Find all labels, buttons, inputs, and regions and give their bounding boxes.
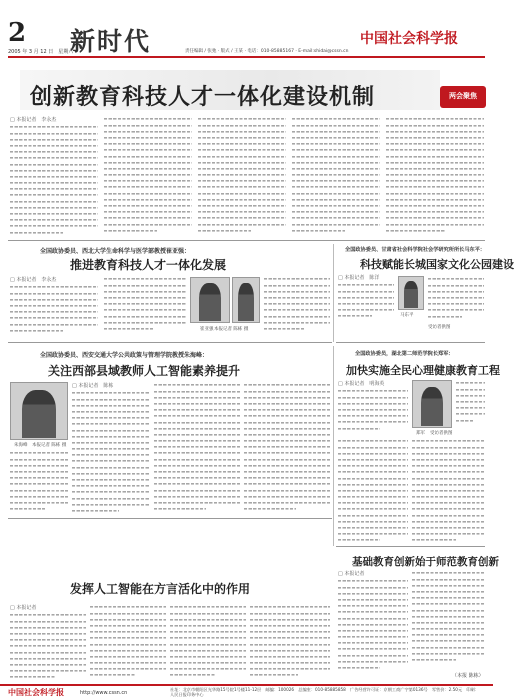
divider [336,342,485,343]
article-a-photo [190,277,230,323]
article-a-body-col1 [10,284,98,336]
footer-url[interactable]: http://www.cssn.cn [80,690,128,696]
divider [8,240,485,241]
lead-title: 创新教育科技人才一体化建设机制 [30,85,376,110]
masthead-logo: 中国社会科学报 [360,31,458,47]
issue-date: 2005 年 3 月 12 日 星期六 [8,49,74,55]
article-f-body-col2 [90,604,166,680]
article-c-caption: 朱海峰 [14,443,28,448]
article-a-credit: 本报记者 陈栋 摄 [214,327,249,332]
header-rule [8,56,485,58]
lead-body-col3 [198,116,286,236]
article-c-overline: 全国政协委员、西安交通大学公共政策与管理学院教授朱海峰： [40,352,209,359]
article-e-body-col2 [412,570,485,666]
footer-info: 社址：北京市朝阳区光华路15号院1号楼11-12层 邮编：100026 总编室：010-85885858 广告经营许可证：京朝工商广字第0136号 零售价：2.50元 印刷：人民日报印务中心 [170,687,479,697]
article-b-credit: 受访者供图 [428,325,451,330]
page-number: 2 [8,18,27,48]
article-d-body-col4 [412,438,485,542]
section-title: 新时代 [70,27,152,56]
article-c-body-col2 [154,382,240,514]
article-c-body-col1 [72,390,150,514]
editor-contact: 责任编辑 / 张弛 · 版式 / 王某 · 电话：010-85885167 · E-mail:shidai@cssn.cn [185,49,349,54]
article-c-credit: 本报记者 陈栋 摄 [32,443,67,448]
article-a-byline: □ 本报记者 李永杰 [10,277,57,283]
article-a-title: 推进教育科技人才一体化发展 [70,258,227,272]
article-d-title: 加快实施全民心理健康教育工程 [346,364,500,377]
lead-badge: 两会聚焦 [440,86,486,108]
article-e-title: 基础教育创新始于师范教育创新 [352,556,499,568]
divider [8,518,332,519]
article-d-credit: 受访者供图 [430,431,453,436]
lead-body-col4 [292,116,380,236]
article-b-title: 科技赋能长城国家文化公园建设 [360,258,514,271]
article-c-title: 关注西部县域教师人工智能素养提升 [48,364,241,378]
article-f-title: 发挥人工智能在方言活化中的作用 [70,582,251,596]
article-c-photo [10,382,68,440]
article-b-byline: □ 本报记者 陈洋 [338,275,380,281]
article-d-body-col3 [338,438,408,542]
footer-logo: 中国社会科学报 [8,687,64,697]
lead-byline: □ 本报记者 李永杰 [10,117,57,123]
article-b-body-col1 [338,282,394,322]
article-d-byline: □ 本报记者 明海英 [338,381,385,387]
article-f-body-col3 [170,604,246,680]
lead-body-col5 [386,116,484,236]
article-f-body-col4 [250,604,330,680]
article-a-body-col3 [264,276,330,336]
lead-body-col2 [104,116,192,236]
article-e-signoff: （本报 陈栋） [452,673,484,679]
article-c-body-col3 [244,382,330,514]
column-divider [333,244,334,342]
article-a-caption: 崔亚强 [200,327,214,332]
article-a-body-col2 [104,276,186,336]
article-e-body-col1 [338,578,408,674]
article-c-body-col1b [10,450,68,514]
article-b-overline: 全国政协委员、甘肃省社会科学院社会学研究所所长马东平： [345,247,486,253]
article-b-body-col2 [428,276,484,322]
article-d-body-col2 [456,380,485,428]
article-b-caption: 马东平 [400,313,414,318]
article-a-photo-2 [232,277,260,323]
article-d-body-col1 [338,388,408,432]
article-d-photo [412,380,452,428]
lead-body-col1 [10,124,98,236]
column-divider [333,346,334,546]
article-c-byline: □ 本报记者 陈栋 [72,383,114,389]
article-d-overline: 全国政协委员，湖北第二师范学院长郑军： [355,351,454,357]
divider [336,546,485,547]
article-e-byline: □ 本报记者 [338,571,365,577]
article-f-body-col1 [10,612,86,680]
divider [8,342,332,343]
article-d-caption: 郑军 [416,431,425,436]
article-a-overline: 全国政协委员、西北大学生命科学与医学部教授崔亚强： [40,248,191,255]
article-b-photo [398,276,424,310]
article-f-byline: □ 本报记者 [10,605,37,611]
